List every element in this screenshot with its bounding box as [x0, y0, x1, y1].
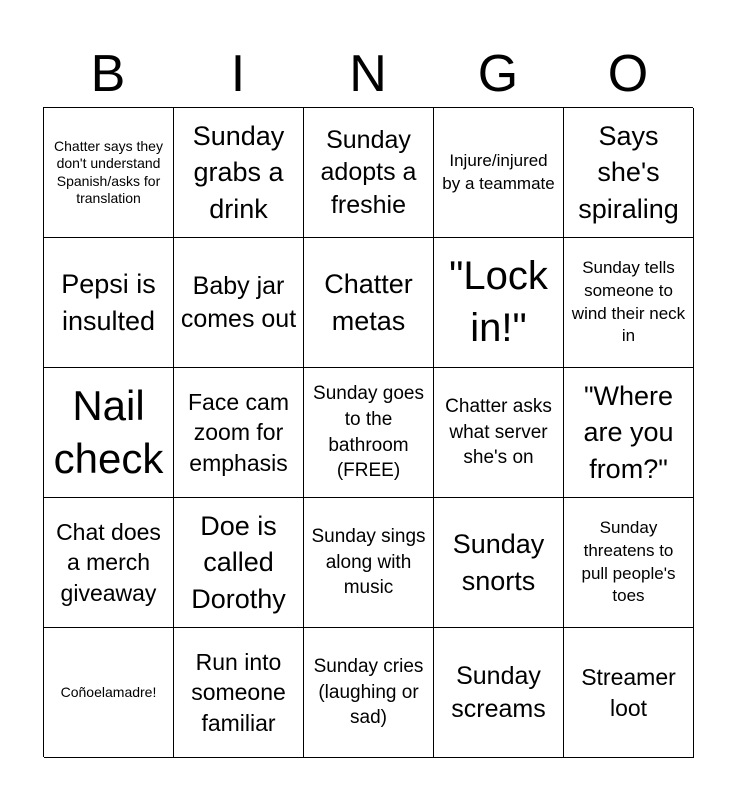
bingo-cell[interactable] [564, 628, 694, 758]
cell-text: Sunday tells someone to wind their neck in [571, 257, 686, 346]
cell-text: Chatter says they don't understand Spanish/asks for translation [54, 137, 163, 206]
cell-text: Run into someone familiar [191, 648, 286, 736]
cell-text: Sunday grabs a drink [192, 120, 285, 224]
cell-text: Sunday snorts [452, 529, 545, 596]
bingo-header [43, 40, 693, 108]
bingo-cell[interactable] [304, 498, 434, 628]
cell-text: "Lock in!" [449, 254, 548, 350]
bingo-cell[interactable] [44, 368, 174, 498]
bingo-cell[interactable] [434, 498, 564, 628]
bingo-cell[interactable] [434, 238, 564, 368]
cell-text: Sunday goes to the bathroom (FREE) [313, 383, 424, 482]
bingo-cell[interactable] [44, 108, 174, 238]
bingo-cell[interactable] [174, 628, 304, 758]
header-letter-b: B [90, 45, 126, 103]
bingo-cell[interactable] [564, 498, 694, 628]
cell-text: Nail check [53, 382, 164, 482]
bingo-cell[interactable] [44, 628, 174, 758]
bingo-cell[interactable] [564, 238, 694, 368]
bingo-cell[interactable] [174, 238, 304, 368]
cell-text: Streamer loot [581, 664, 676, 721]
bingo-cell[interactable] [304, 108, 434, 238]
bingo-cell[interactable] [434, 368, 564, 498]
header-letter-i: I [230, 45, 246, 103]
cell-text: Pepsi is insulted [61, 269, 156, 336]
cell-text: Doe is called Dorothy [191, 510, 286, 614]
bingo-cell[interactable] [304, 368, 434, 498]
cell-text: Sunday screams [451, 662, 546, 723]
bingo-cell[interactable] [44, 238, 174, 368]
cell-text: Chat does a merch giveaway [56, 518, 161, 606]
cell-text: Face cam zoom for emphasis [188, 388, 289, 476]
header-letter-n: N [349, 45, 387, 103]
header-letter-o: O [607, 45, 649, 103]
bingo-cell[interactable] [434, 108, 564, 238]
bingo-grid [43, 107, 693, 757]
cell-text: Sunday adopts a freshie [320, 125, 417, 219]
cell-text: Chatter metas [324, 269, 413, 336]
cell-text: Sunday cries (laughing or sad) [313, 656, 424, 729]
bingo-cell[interactable] [44, 498, 174, 628]
cell-text: Coñoelamadre! [60, 683, 157, 700]
cell-text: Sunday sings along with music [311, 526, 426, 599]
bingo-cell[interactable] [174, 498, 304, 628]
cell-text: Says she's spiraling [578, 120, 679, 224]
header-letter-g: G [477, 45, 519, 103]
cell-text: "Where are you from?" [583, 380, 674, 484]
cell-text: Sunday threatens to pull people's toes [581, 517, 676, 606]
bingo-cell[interactable] [564, 108, 694, 238]
bingo-cell[interactable] [174, 368, 304, 498]
bingo-cell[interactable] [564, 368, 694, 498]
bingo-cell[interactable] [304, 628, 434, 758]
cell-text: Injure/injured by a teammate [442, 150, 555, 193]
cell-text: Chatter asks what server she's on [445, 396, 552, 469]
bingo-cell[interactable] [434, 628, 564, 758]
cell-text: Baby jar comes out [180, 272, 297, 333]
bingo-cell[interactable] [304, 238, 434, 368]
bingo-cell[interactable] [174, 108, 304, 238]
